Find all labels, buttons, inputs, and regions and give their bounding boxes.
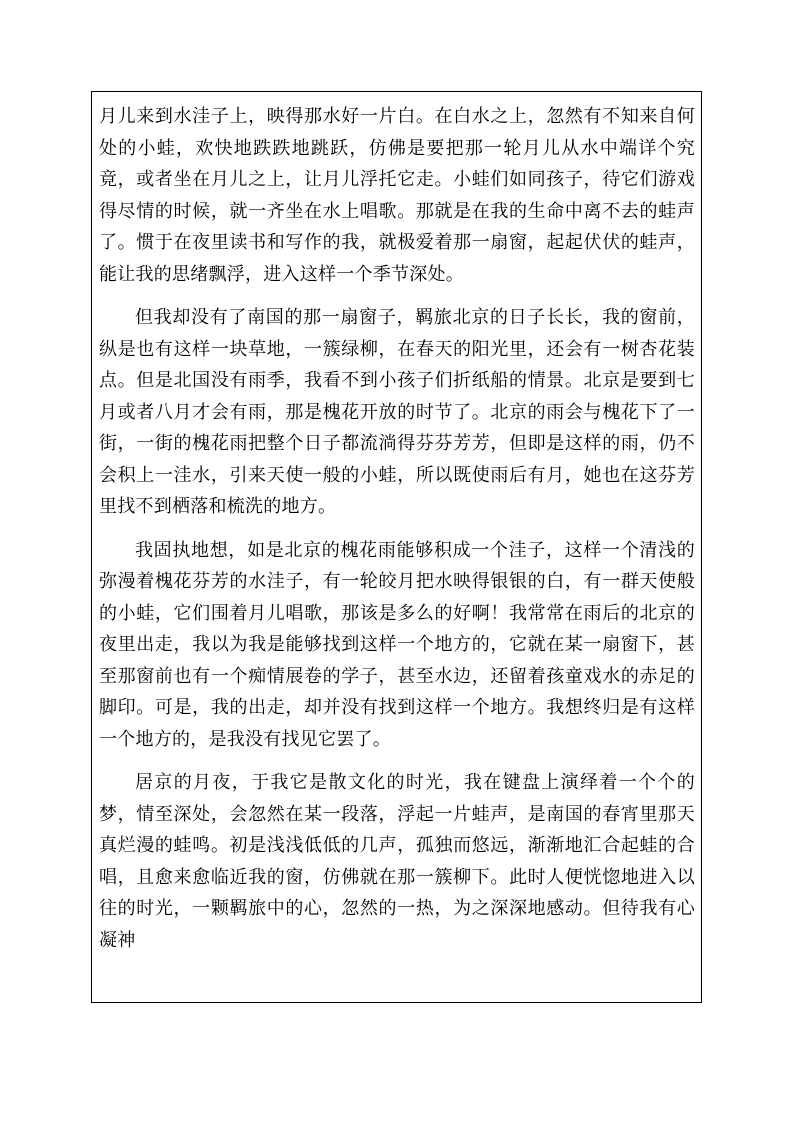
paragraph-4: 居京的月夜，于我它是散文化的时光，我在键盘上演绎着一个个的梦，情至深处，会忽然在某一段落，浮起一片蛙声，是南国的春宵里那天真烂漫的蛙鸣。初是浅浅低低的几声，孤独而悠远，渐渐地汇合起蛙的合唱，且愈来愈临近我的窗，仿佛就在那一簇柳下。此时人便恍惚地进入以往的时光，一颗羁旅中的心，忽然的一热，为之深深地感动。但待我有心凝神 bbox=[99, 772, 695, 951]
paragraph-3: 我固执地想，如是北京的槐花雨能够积成一个洼子，这样一个清浅的弥漫着槐花芬芳的水洼子，有一轮皎月把水映得银银的白，有一群天使般的小蛙，它们围着月儿唱歌，那该是多么的好啊！我常常在雨后的北京的夜里出走，我以为我是能够找到这样一个地方的，它就在某一扇窗下，甚至那窗前也有一个痴情展卷的学子，甚至水边，还留着孩童戏水的赤足的脚印。可是，我的出走，却并没有找到这样一个地方。我想终归是有这样一个地方的，是我没有找见它罢了。 bbox=[99, 539, 695, 750]
paragraph-1: 月儿来到水洼子上，映得那水好一片白。在白水之上，忽然有不知来自何处的小蛙，欢快地跌跌地跳跃，仿佛是要把那一轮月儿从水中端详个究竟，或者坐在月儿之上，让月儿浮托它走。小蛙们如同孩子，待它们游戏得尽情的时候，就一齐坐在水上唱歌。那就是在我的生命中离不去的蛙声了。惯于在夜里读书和写作的我，就极爱着那一扇窗，起起伏伏的蛙声，能让我的思绪飘浮，进入这样一个季节深处。 bbox=[99, 106, 695, 285]
text-frame bbox=[91, 91, 702, 1003]
paragraph-2: 但我却没有了南国的那一扇窗子，羁旅北京的日子长长，我的窗前，纵是也有这样一块草地，一簇绿柳，在春天的阳光里，还会有一树杏花装点。但是北国没有雨季，我看不到小孩子们折纸船的情景。北京是要到七月或者八月才会有雨，那是槐花开放的时节了。北京的雨会与槐花下了一街，一街的槐花雨把整个日子都流淌得芬芬芳芳，但即是这样的雨，仍不会积上一洼水，引来天使一般的小蛙，所以既使雨后有月，她也在这芬芳里找不到栖落和梳洗的地方。 bbox=[99, 307, 695, 517]
